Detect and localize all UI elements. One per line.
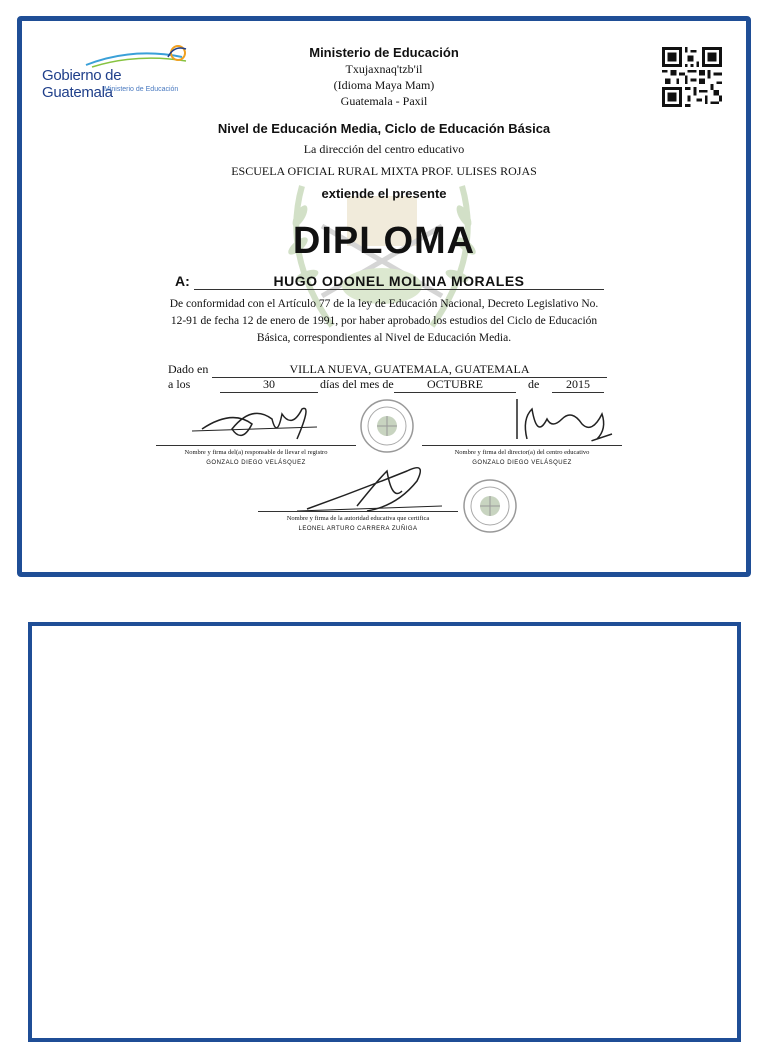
left-signature-line [156, 445, 356, 446]
left-signature-name: GONZALO DIEGO VELÁSQUEZ [206, 460, 306, 466]
extends-text: extiende el presente [321, 186, 447, 201]
right-signature-caption: Nombre y firma del director(a) del centro educativo [454, 449, 590, 456]
given-day-label: a los [168, 377, 191, 391]
official-seal-icon [359, 398, 415, 454]
certifying-seal-icon [462, 478, 518, 534]
given-year-label: de [528, 377, 540, 391]
recipient-prefix: A: [175, 273, 190, 289]
diploma-title: DIPLOMA [292, 220, 476, 262]
language-native: Txujaxnaq'tzb'il [345, 62, 423, 76]
logo-subtitle: Ministerio de Educación [104, 86, 179, 93]
school-name: ESCUELA OFICIAL RURAL MIXTA PROF. ULISES ROJAS [231, 164, 537, 178]
body-line-3: Básica, correspondientes al Nivel de Educación Media. [256, 332, 512, 344]
bottom-signature-caption: Nombre y firma de la autoridad educativa que certifica [286, 515, 430, 522]
given-place: VILLA NUEVA, GUATEMALA, GUATEMALA [212, 362, 607, 378]
body-line-1: De conformidad con el Artículo 77 de la ley de Educación Nacional, Decreto Legislativo No. [169, 298, 599, 310]
ministry-title: Ministerio de Educación [309, 45, 459, 60]
blank-page [28, 622, 741, 1042]
logo-title: Gobierno de Guatemala [42, 67, 122, 101]
given-place-label: Dado en [168, 362, 209, 376]
given-month-label: días del mes de [320, 377, 394, 391]
language-name: (Idioma Maya Mam) [333, 78, 435, 92]
bottom-signature-icon [297, 461, 447, 516]
left-signature-caption: Nombre y firma del(a) responsable de llevar el registro [184, 449, 328, 456]
bottom-signature-line [258, 511, 458, 512]
recipient-name: HUGO ODONEL MOLINA MORALES [194, 273, 604, 290]
right-signature-icon [512, 399, 622, 449]
given-year: 2015 [552, 377, 604, 393]
education-level: Nivel de Educación Media, Ciclo de Educación Básica [217, 121, 551, 136]
bottom-signature-name: LEONEL ARTURO CARRERA ZUÑIGA [298, 526, 418, 532]
body-line-2: 12-91 de fecha 12 de enero de 1991, por haber aprobado los estudios del Ciclo de Educación [170, 315, 598, 327]
location: Guatemala - Paxil [340, 94, 428, 108]
right-signature-line [422, 445, 622, 446]
right-signature-name: GONZALO DIEGO VELÁSQUEZ [472, 460, 572, 466]
given-month: OCTUBRE [394, 377, 516, 393]
diploma-page [17, 16, 751, 577]
given-day: 30 [220, 377, 318, 393]
intro-text: La dirección del centro educativo [303, 142, 465, 156]
left-signature-icon [192, 399, 322, 449]
